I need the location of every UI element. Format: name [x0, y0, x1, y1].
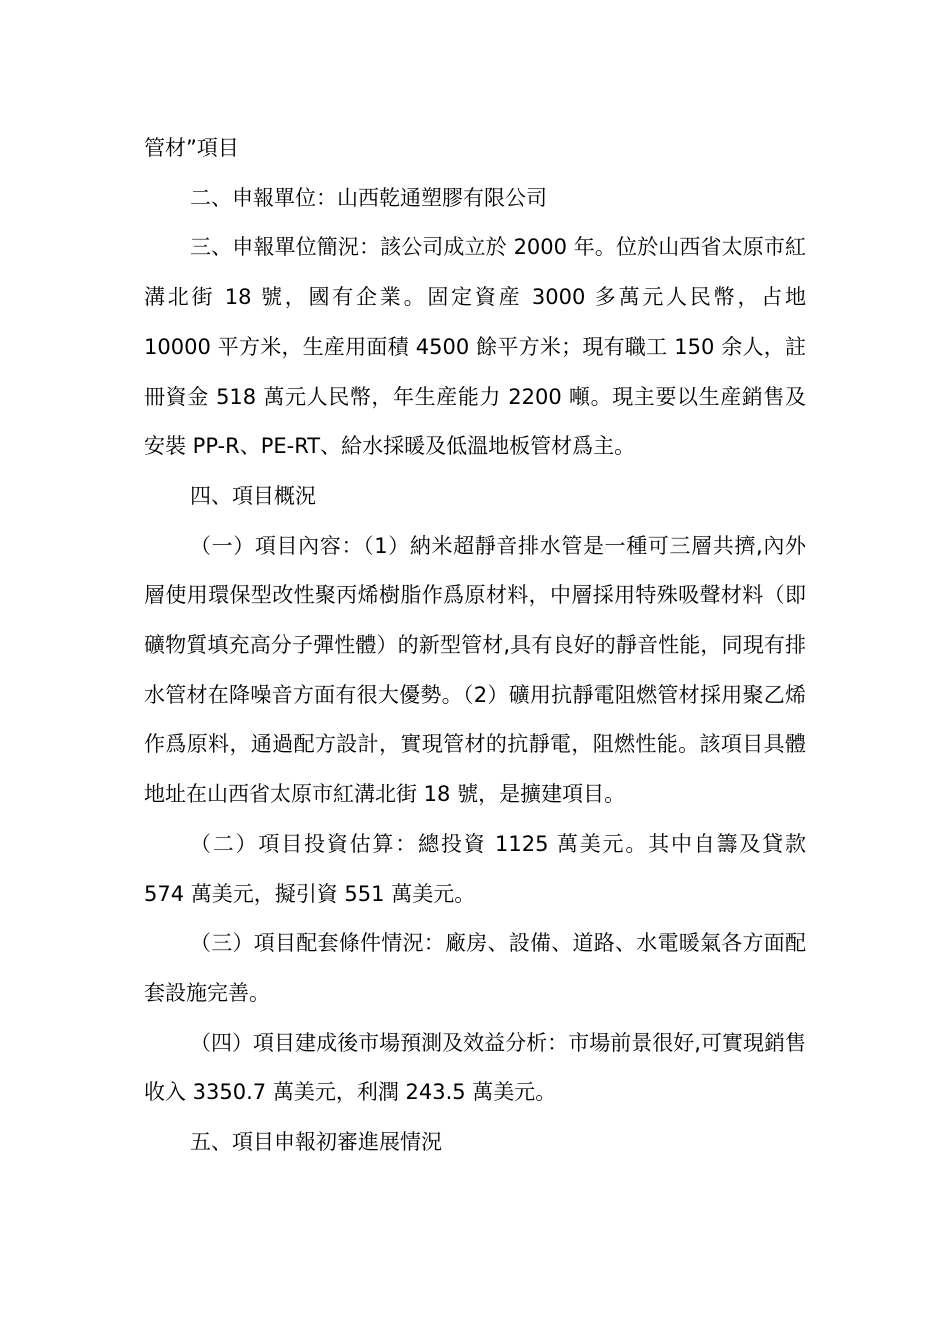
paragraph-market-forecast: （四）項目建成後市場預測及效益分析：市場前景很好,可實現銷售收入 3350.7 萬美元，利潤 243.5 萬美元。 — [144, 1030, 806, 1105]
paragraph-item-title-continuation: 管材”項目 — [144, 136, 239, 160]
paragraph-supporting-conditions: （三）項目配套條件情況：廠房、設備、道路、水電暖氣各方面配套設施完善。 — [144, 931, 806, 1005]
document-body — [144, 124, 806, 1168]
paragraph-project-content: （一）項目內容：（1）納米超靜音排水管是一種可三層共擠,內外層使用環保型改性聚丙烯樹脂作爲原材料，中層採用特殊吸聲材料（即礦物質填充高分子彈性體）的新型管材,具有良好的靜音性能，同現有排水管材在降噪音方面有很大優勢。（2）礦用抗靜電阻燃管材採用聚乙烯作爲原料，通過配方設計，實現管材的抗靜電，阻燃性能。該項目具體地址在山西省太原市紅溝北街 18 號，是擴建項目。 — [144, 533, 806, 807]
paragraph-applicant-profile: 三、申報單位簡況：該公司成立於 2000 年。位於山西省太原市紅溝北街 18 號，國有企業。固定資産 3000 多萬元人民幣，占地 10000 平方米，生産用面積 4500 餘平方米；現有職工 150 余人，註冊資金 518 萬元人民幣，年生産能力 2200 噸。現主要以生産銷售及安裝 PP-R、PE-RT、給水採暖及低溫地板管材爲主。 — [144, 235, 806, 459]
paragraph-applicant: 二、申報單位：山西乾通塑膠有限公司 — [190, 185, 547, 210]
section-heading-review-progress: 五、項目申報初審進展情況 — [190, 1130, 442, 1155]
paragraph-investment-estimate: （二）項目投資估算：總投資 1125 萬美元。其中自籌及貸款 574 萬美元，擬引資 551 萬美元。 — [144, 831, 806, 906]
section-heading-project-overview: 四、項目概況 — [190, 483, 316, 508]
